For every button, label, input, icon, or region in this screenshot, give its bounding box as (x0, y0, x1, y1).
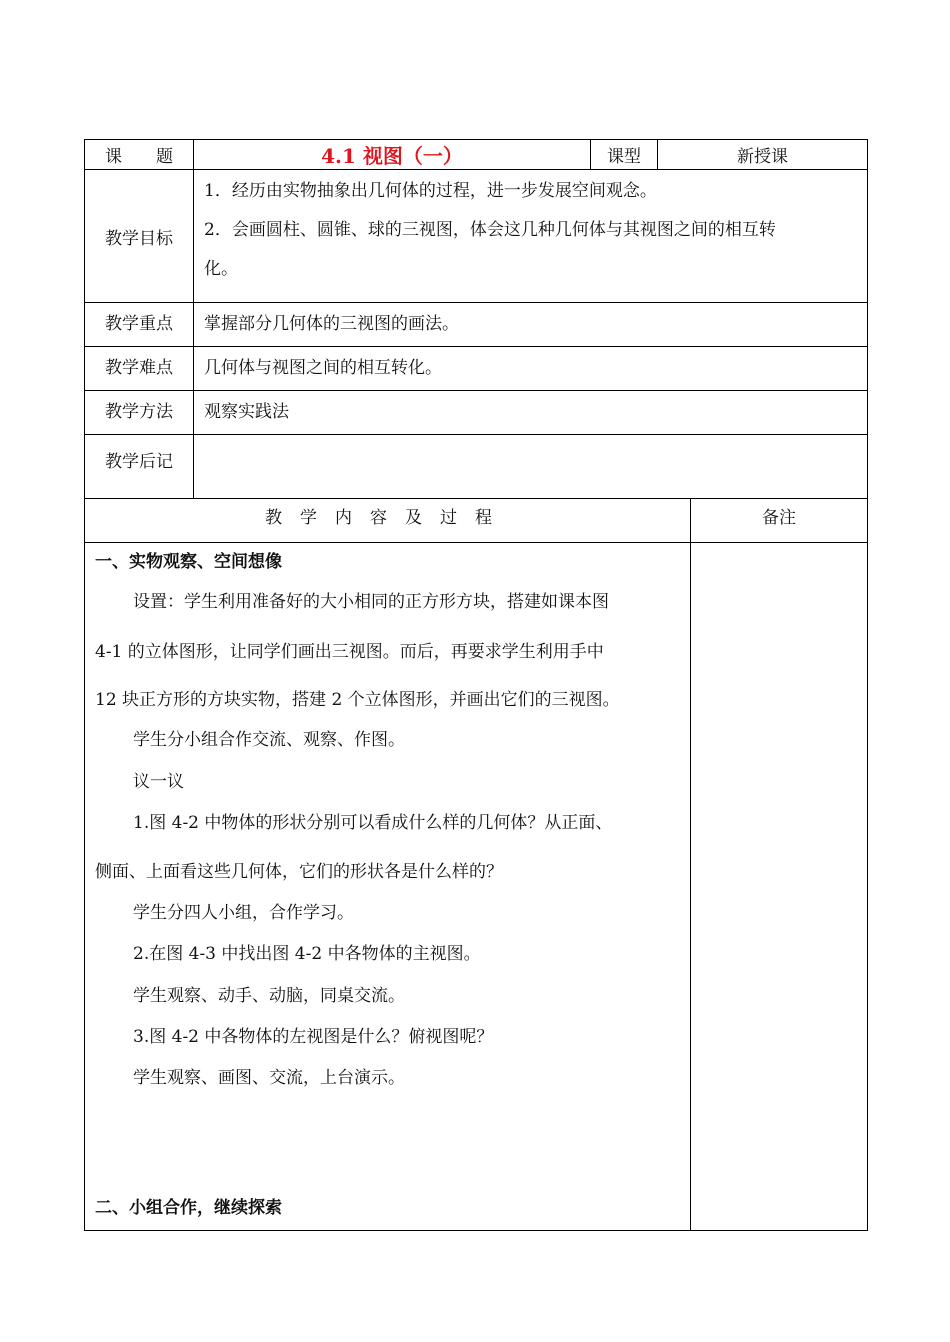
notes-label: 教学后记 (85, 435, 194, 499)
remarks-cell (691, 543, 868, 1231)
lesson-info-table (84, 139, 868, 499)
process-content (85, 543, 691, 1231)
notes-text (194, 435, 868, 499)
goals-cell (194, 170, 868, 303)
goal-2b: 化。 (204, 259, 238, 279)
process-header: 教学内容及过程 (85, 499, 691, 543)
topic-title: 4.1 视图（一） (194, 140, 591, 170)
difficulty-label: 教学难点 (85, 347, 194, 391)
paragraph-1a: 设置：学生利用准备好的大小相同的正方形方块，搭建如课本图 (133, 592, 609, 612)
paragraph-5: 学生观察、动手、动脑，同桌交流。 (133, 986, 405, 1006)
focus-label: 教学重点 (85, 303, 194, 347)
paragraph-1b: 4-1 的立体图形，让同学们画出三视图。而后，再要求学生利用手中 (95, 642, 604, 662)
goal-2a: 2．会画圆柱、圆锥、球的三视图，体会这几种几何体与其视图之间的相互转 (204, 220, 776, 240)
remarks-header: 备注 (691, 499, 868, 543)
goals-label: 教学目标 (85, 170, 194, 303)
lesson-plan (84, 139, 867, 1231)
question-3: 3.图 4-2 中各物体的左视图是什么？俯视图呢？ (133, 1027, 494, 1047)
difficulty-text: 几何体与视图之间的相互转化。 (194, 347, 868, 391)
paragraph-2: 学生分小组合作交流、观察、作图。 (133, 730, 405, 750)
paragraph-3: 议一议 (133, 772, 184, 792)
question-1a: 1.图 4-2 中物体的形状分别可以看成什么样的几何体？从正面、 (133, 813, 613, 833)
type-label: 课型 (591, 140, 658, 170)
paragraph-1c: 12 块正方形的方块实物，搭建 2 个立体图形，并画出它们的三视图。 (95, 690, 620, 710)
section-heading-2: 二、小组合作，继续探索 (95, 1198, 282, 1218)
question-1b: 侧面、上面看这些几何体，它们的形状各是什么样的？ (95, 862, 503, 882)
method-label: 教学方法 (85, 391, 194, 435)
question-2: 2.在图 4-3 中找出图 4-2 中各物体的主视图。 (133, 944, 481, 964)
method-text: 观察实践法 (194, 391, 868, 435)
topic-label: 课 题 (85, 140, 194, 170)
section-heading-1: 一、实物观察、空间想像 (95, 552, 282, 572)
type-value: 新授课 (658, 140, 868, 170)
paragraph-6: 学生观察、画图、交流，上台演示。 (133, 1068, 405, 1088)
process-table (84, 498, 868, 1231)
focus-text: 掌握部分几何体的三视图的画法。 (194, 303, 868, 347)
paragraph-4: 学生分四人小组，合作学习。 (133, 903, 354, 923)
goal-1: 1．经历由实物抽象出几何体的过程，进一步发展空间观念。 (204, 181, 657, 201)
